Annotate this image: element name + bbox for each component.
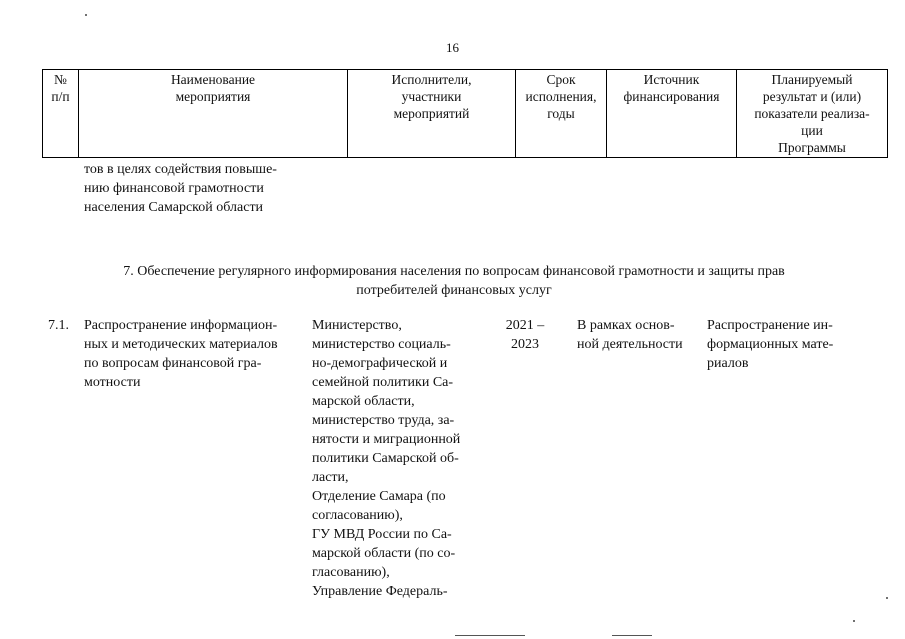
header-col-result: Планируемый результат и (или) показатели реализа- ции Программы (737, 70, 888, 158)
header-col-term: Срок исполнения, годы (516, 70, 607, 158)
row-source: В рамках основ- ной деятельности (577, 318, 683, 352)
header-col-source: Источник финансирования (607, 70, 737, 158)
header-col-number: № п/п (43, 70, 79, 158)
row-executors: Министерство, министерство социаль- но-демографической и семейной политики Са- марской области, министерство труда, за- нятости и миграционной политики Самарской об- ласти, Отделение Самара (по согласованию), ГУ МВД России по Са- марской области (по со- гласованию), Управление Федераль- (312, 318, 461, 599)
scan-dash (455, 635, 525, 636)
scan-dash (612, 635, 652, 636)
scan-speck (886, 597, 888, 599)
section-heading: 7. Обеспечение регулярного информирования населения по вопросам финансовой грамотности и защиты прав потребителей финансовых услуг (123, 264, 785, 298)
table-header-row (43, 70, 888, 158)
scan-speck (853, 620, 855, 622)
header-col-executors: Исполнители, участники мероприятий (348, 70, 516, 158)
table-header (42, 69, 888, 158)
header-col-name: Наименование мероприятия (79, 70, 348, 158)
continuation-text: тов в целях содействия повыше- нию финансовой грамотности населения Самарской области (84, 162, 277, 215)
row-term: 2021 – 2023 (505, 318, 545, 352)
row-number: 7.1. (48, 318, 69, 333)
scan-speck (85, 14, 87, 16)
row-result: Распространение ин- формационных мате- риалов (707, 318, 834, 371)
page-number: 16 (446, 40, 459, 55)
row-name: Распространение информацион- ных и методических материалов по вопросам финансовой гра- мотности (84, 318, 278, 390)
